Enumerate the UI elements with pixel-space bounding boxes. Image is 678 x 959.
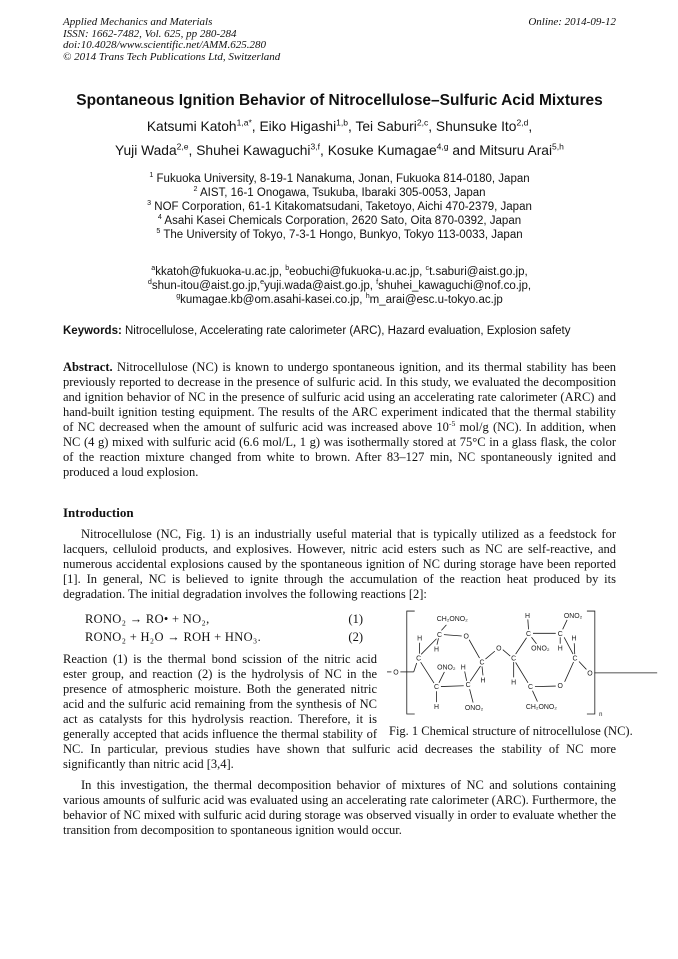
repeat-subscript: n	[599, 711, 603, 718]
equation-1	[63, 610, 363, 628]
paper-title: Spontaneous Ignition Behavior of Nitrocellulose–Sulfuric Acid Mixtures	[76, 92, 603, 109]
svg-text:H: H	[417, 635, 423, 643]
author-line-1: Katsumi Katoh$^{1,a*}$, Eiko Higashi$^{1,b}$, Tei Saburi$^{2,c}$, Shunsuke Ito$^{2,d}$,	[146, 117, 533, 134]
affiliations	[63, 172, 616, 242]
svg-text:H: H	[557, 645, 563, 653]
affiliation-4: $^4$ Asahi Kasei Chemicals Corporation, 2620 Sato, Oita 870-0392, Japan	[157, 213, 522, 227]
svg-text:H: H	[433, 704, 439, 712]
keywords-line	[63, 325, 616, 337]
author-emails	[63, 265, 616, 307]
equation-1-number: (1)	[348, 612, 363, 626]
journal-header-left	[63, 17, 280, 63]
svg-text:H: H	[525, 612, 531, 620]
abstract-label: Abstract.	[63, 360, 113, 374]
svg-text:C: C	[416, 655, 422, 663]
equation-2	[63, 628, 363, 646]
svg-text:O: O	[557, 683, 563, 691]
keywords-text: Nitrocellulose, Accelerating rate calorimeter (ARC), Hazard evaluation, Explosion safety	[125, 325, 571, 337]
email-line-1: $^a$kkatoh@fukuoka-u.ac.jp, $^b$eobuchi@fukuoka-u.ac.jp, $^c$t.saburi@aist.go.jp,	[151, 264, 528, 278]
equation-2-text: RONO₂ + H₂O → ROH + HNO₃.	[85, 630, 261, 644]
affiliation-3: $^3$ NOF Corporation, 61-1 Kitakomatsudani, Taketoyo, Aichi 470-2379, Japan	[147, 199, 532, 213]
abstract	[63, 360, 616, 480]
journal-header	[63, 17, 616, 63]
doi-line: doi:10.4028/www.scientific.net/AMM.625.280	[63, 39, 266, 51]
introduction-paragraph-1: Nitrocellulose (NC, Fig. 1) is an industrially useful material that is typically utilized as a feedstock for lacquers, celluloid products, and explosives. However, nitric acid esters such as NC are self-reactive, and numerous accidental explosions caused by the spontaneous ignition of NC during storage have been reported [1]. In general, NC is believed to ignite through the accumulation of the reaction heat produced by its degradation. The initial degradation involves the following reactions [2]:	[63, 527, 616, 601]
svg-text:O: O	[587, 670, 593, 678]
equation-1-text: RONO₂ → RO• + NO₂,	[85, 612, 210, 626]
svg-text:H: H	[433, 646, 439, 654]
svg-text:C: C	[433, 684, 439, 692]
introduction-paragraph-2: Reaction (1) is the thermal bond scission of the nitric acid ester group, and reaction (2) is the hydrolysis of NC in the presence of atmospheric moisture. Both the generated nitric acid and the sulfuric acid remaining from the synthesis of NC act as catalysts for this hydrolysis reaction. Therefore, it is generally accepted that acids influence the thermal stability of NC. In particular, previous studies have shown that sulfuric acid decreases the stability of NC more significantly than nitric acid [3,4].	[63, 652, 616, 771]
email-line-3: $^g$kumagae.kb@om.asahi-kasei.co.jp, $^h$m_arai@esc.u-tokyo.ac.jp	[176, 292, 503, 306]
abstract-text: Nitrocellulose (NC) is known to undergo spontaneous ignition, and its thermal stability has been previously reported to decrease in the presence of sulfuric acid. In this study, we evaluated the decomposition and ignition behavior of NC in the presence of sulfuric acid using an accelerating rate calorimeter (ARC) and hand-built ignition testing equipment. The results of the ARC experiment indicated that the thermal stability of NC decreased when the amount of sulfuric acid was increased above $10^{-5}$ mol/g (NC). In addition, when NC (4 g) mixed with sulfuric acid (6.6 mol/L, 1 g) was isothermally stored at 75°C in a glass flask, the color of the reaction mixture changed from white to brown. After 83–127 min, NC spontaneously ignited and produced a loud explosion.	[63, 360, 616, 479]
svg-text:C: C	[511, 655, 517, 663]
author-line-2: Yuji Wada$^{2,e}$, Shuhei Kawaguchi$^{3,f}$, Kosuke Kumagae$^{4,g}$ and Mitsuru Arai$^{5,h}$	[115, 141, 564, 158]
svg-text:H: H	[571, 635, 577, 643]
svg-text:ONO₂: ONO₂	[563, 612, 583, 620]
svg-text:C: C	[479, 659, 485, 667]
svg-text:CH₂ONO₂: CH₂ONO₂	[525, 704, 557, 712]
equation-2-number: (2)	[348, 630, 363, 644]
figure-1	[387, 605, 674, 739]
affiliation-5: $^5$ The University of Tokyo, 7-3-1 Hongo, Bunkyo, Tokyo 113-0033, Japan	[156, 227, 523, 241]
svg-text:C: C	[436, 631, 442, 639]
authors-block	[63, 115, 616, 163]
online-date: Online: 2014-09-12	[528, 16, 616, 28]
svg-text:H: H	[480, 677, 486, 685]
svg-text:ONO₂: ONO₂	[531, 645, 550, 653]
affiliation-2: $^2$ AIST, 16-1 Onogawa, Tsukuba, Ibaraki 305-0053, Japan	[193, 185, 486, 199]
svg-text:C: C	[572, 655, 578, 663]
affiliation-1: $^1$ Fukuoka University, 8-19-1 Nanakuma, Jonan, Fukuoka 814-0180, Japan	[149, 171, 530, 185]
svg-text:C: C	[557, 630, 563, 638]
issn-volume-pages: ISSN: 1662-7482, Vol. 625, pp 280-284	[63, 27, 237, 40]
equations-block	[63, 610, 363, 646]
svg-text:CH₂ONO₂: CH₂ONO₂	[436, 615, 468, 623]
keywords-label: Keywords:	[63, 325, 122, 337]
svg-text:C: C	[526, 630, 532, 638]
introduction-paragraph-3: In this investigation, the thermal decomposition behavior of mixtures of NC and solutions containing various amounts of sulfuric acid was evaluated using an accelerating rate calorimeter (ARC). Furthermore, the behavior of NC mixed with sulfuric acid during storage was observed visually in order to evaluate whether the transition from decomposition to spontaneous ignition would occur.	[63, 778, 616, 837]
svg-text:C: C	[465, 682, 471, 690]
svg-text:H: H	[511, 679, 517, 687]
introduction-heading: Introduction	[63, 505, 134, 520]
svg-text:O: O	[463, 633, 469, 641]
svg-text:O: O	[393, 669, 399, 677]
close-bracket	[587, 611, 595, 714]
svg-text:O: O	[496, 645, 502, 653]
svg-text:H: H	[460, 664, 466, 672]
figure-1-caption: Fig. 1 Chemical structure of nitrocellulose (NC).	[389, 724, 633, 738]
nitrocellulose-structure-figure	[387, 605, 674, 721]
svg-text:ONO₂: ONO₂	[437, 664, 456, 672]
email-line-2: $^d$shun-itou@aist.go.jp,$^e$yuji.wada@aist.go.jp, $^f$shuhei_kawaguchi@nof.co.jp,	[147, 278, 532, 292]
open-bracket	[407, 611, 415, 714]
journal-name: Applied Mechanics and Materials	[63, 16, 213, 28]
svg-text:C: C	[528, 684, 533, 692]
copyright-line: © 2014 Trans Tech Publications Ltd, Switzerland	[63, 50, 281, 63]
svg-text:ONO₂: ONO₂	[464, 705, 484, 713]
